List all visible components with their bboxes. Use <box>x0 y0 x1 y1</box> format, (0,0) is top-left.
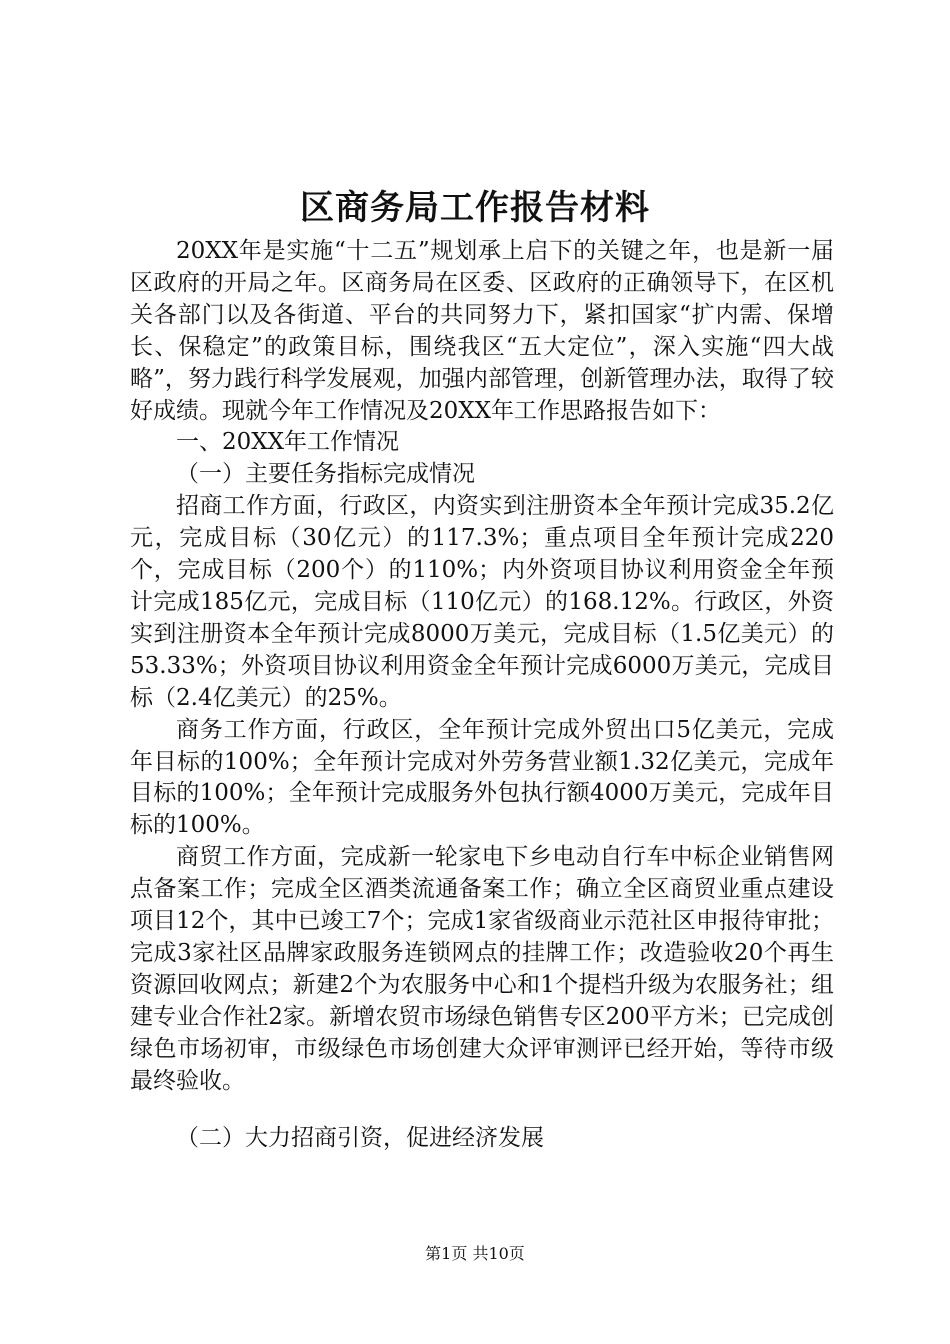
section-heading-1: 一、20XX年工作情况 <box>176 429 400 456</box>
page-number-footer: 第1页 共10页 <box>425 1244 525 1263</box>
trade-paragraph: 商贸工作方面，完成新一轮家电下乡电动自行车中标企业销售网点备案工作；完成全区酒类流通备案工作；确立全区商贸业重点建设项目12个，其中已竣工7个；完成1家省级商业示范社区申报待审批；完成3家社区品牌家政服务连锁网点的挂牌工作；改造验收20个再生资源回收网点；新建2个为农服务中心和1个提档升级为农服务社；组建专业合作社2家。新增农贸市场绿色销售专区200平方米；已完成创绿色市场初审，市级绿色市场创建大众评审测评已经开始，等待市级最终验收。 <box>130 844 834 1094</box>
document-body <box>130 236 834 1155</box>
document-title: 区商务局工作报告材料 <box>300 188 650 228</box>
commerce-paragraph: 商务工作方面，行政区，全年预计完成外贸出口5亿美元，完成年目标的100%；全年预计完成对外劳务营业额1.32亿美元，完成年目标的100%；全年预计完成服务外包执行额4000万美元，完成年目标的100%。 <box>130 716 834 839</box>
subsection-heading-2: （二）大力招商引资，促进经济发展 <box>176 1125 544 1152</box>
intro-paragraph: 20XX年是实施“十二五”规划承上启下的关键之年，也是新一届区政府的开局之年。区商务局在区委、区政府的正确领导下，在区机关各部门以及各街道、平台的共同努力下，紧扣国家“扩内需、保增长、保稳定”的政策目标，围绕我区“五大定位”，深入实施“四大战略”，努力践行科学发展观，加强内部管理，创新管理办法，取得了较好成绩。现就今年工作情况及20XX年工作思路报告如下： <box>130 238 834 424</box>
investment-paragraph: 招商工作方面，行政区，内资实到注册资本全年预计完成35.2亿元，完成目标（30亿元）的117.3%；重点项目全年预计完成220个，完成目标（200个）的110%；内外资项目协议利用资金全年预计完成185亿元，完成目标（110亿元）的168.12%。行政区，外资实到注册资本全年预计完成8000万美元，完成目标（1.5亿美元）的53.33%；外资项目协议利用资金全年预计完成6000万美元，完成目标（2.4亿美元）的25%。 <box>130 493 834 711</box>
subsection-heading-1: （一）主要任务指标完成情况 <box>176 461 475 488</box>
